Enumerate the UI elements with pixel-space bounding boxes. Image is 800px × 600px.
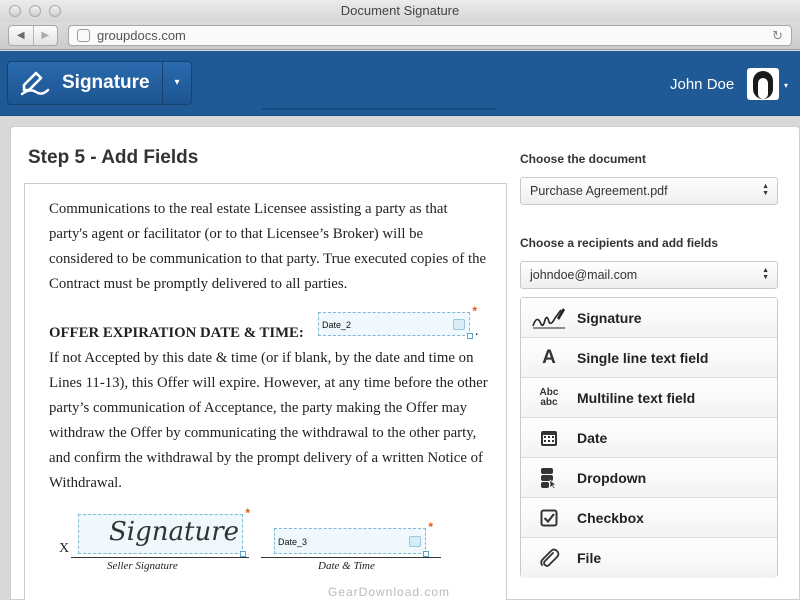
page-title: Step 5 - Add Fields <box>28 147 199 168</box>
site-icon <box>77 29 90 42</box>
calendar-icon <box>521 429 577 447</box>
nav-buttons <box>8 25 58 46</box>
field-type-list <box>520 297 778 577</box>
user-name[interactable]: John Doe <box>670 76 735 93</box>
minimize-window-button[interactable] <box>29 5 41 17</box>
signature-x-mark: X <box>59 541 70 556</box>
field-item-multiline[interactable] <box>521 378 777 418</box>
document-preview <box>24 183 507 600</box>
document-paragraph: Communications to the real estate Licensee assisting a party as that party's agent or facilitator (or to that Licensee’s Broker) will be considered to be communication to that party. True executed copies of the Contract must be promptly delivered to all parties. <box>49 201 487 292</box>
header-divider <box>262 108 496 110</box>
signature-line <box>71 557 249 558</box>
date-field[interactable] <box>274 520 433 554</box>
field-item-date[interactable] <box>521 418 777 458</box>
zoom-window-button[interactable] <box>49 5 61 17</box>
abc-icon-text: Abc abc <box>539 386 559 408</box>
dropdown-icon <box>521 467 577 489</box>
signature-field[interactable] <box>78 506 250 554</box>
choose-recipient-label: Choose a recipients and add fields <box>520 236 719 250</box>
date-line <box>261 557 441 558</box>
document-paragraph <box>49 321 489 496</box>
signature-logo-icon <box>20 70 50 96</box>
field-item-label: Single line text field <box>577 349 709 366</box>
field-item-label: Dropdown <box>577 469 647 486</box>
document-select-value: Purchase Agreement.pdf <box>530 184 668 198</box>
abc-icon <box>521 388 577 408</box>
main-panel <box>10 126 800 600</box>
document-select[interactable] <box>520 177 778 205</box>
brand-button[interactable] <box>8 62 162 104</box>
required-mark: * <box>472 304 477 318</box>
field-item-label: Date <box>577 429 608 446</box>
watermark: GearDownload.com <box>328 585 451 599</box>
checkbox-icon <box>521 509 577 527</box>
user-silhouette-icon <box>747 68 779 100</box>
date-field[interactable] <box>318 304 477 336</box>
required-mark: * <box>245 506 250 520</box>
choose-document-label: Choose the document <box>520 152 647 166</box>
select-arrows-icon: ▲ ▼ <box>762 267 769 281</box>
seller-signature-caption: Seller Signature <box>107 560 178 572</box>
field-item-label: Checkbox <box>577 509 644 526</box>
field-item-checkbox[interactable] <box>521 498 777 538</box>
field-item-label: File <box>577 550 602 566</box>
window-titlebar <box>0 0 800 22</box>
required-mark: * <box>428 520 433 534</box>
field-item-signature[interactable] <box>521 298 777 338</box>
url-text: groupdocs.com <box>97 28 186 43</box>
trailing-period: . <box>475 324 479 339</box>
user-avatar[interactable] <box>747 68 779 100</box>
user-menu-caret[interactable]: ▾ <box>784 81 789 90</box>
field-item-single-line[interactable] <box>521 338 777 378</box>
field-item-dropdown[interactable] <box>521 458 777 498</box>
text-a-icon: A <box>542 346 556 368</box>
close-window-button[interactable] <box>9 5 21 17</box>
browser-toolbar <box>0 22 800 50</box>
calendar-icon <box>453 319 465 330</box>
forward-button[interactable]: ▶ <box>33 26 58 45</box>
offer-text: If not Accepted by this date & time (or if blank, by the date and time on Lines 11-13), this Offer will expire. However, at any time before the other party’s communication of Acceptance, the party making the Offer may withdraw the Offer by communicating the withdrawal to the other party, and confirm the withdrawal by the prompt delivery of a written Notice of Withdrawal. <box>49 350 488 491</box>
date-field-label: Date_3 <box>278 537 308 547</box>
offer-heading: OFFER EXPIRATION DATE & TIME: <box>49 325 304 341</box>
date-time-caption: Date & Time <box>318 560 375 572</box>
brand-dropdown-caret[interactable]: ▾ <box>162 62 191 104</box>
signature-icon <box>521 306 577 330</box>
reload-icon[interactable]: ↻ <box>772 28 783 43</box>
signature-field-label: Signature <box>109 517 240 547</box>
field-item-label: Signature <box>577 309 642 326</box>
calendar-icon <box>409 536 421 547</box>
recipient-select[interactable] <box>520 261 778 289</box>
paperclip-icon <box>521 547 577 569</box>
field-item-label: Multiline text field <box>577 389 696 406</box>
app-brand-menu[interactable] <box>7 61 192 105</box>
date-field-label: Date_2 <box>322 320 352 330</box>
back-button[interactable]: ◀ <box>16 30 25 41</box>
window-title: Document Signature <box>340 3 460 18</box>
brand-label: Signature <box>62 72 150 93</box>
address-bar[interactable] <box>68 25 792 46</box>
resize-handle-icon[interactable] <box>467 333 473 339</box>
field-item-file[interactable] <box>521 538 777 578</box>
recipient-select-value: johndoe@mail.com <box>530 268 638 282</box>
app-header <box>0 51 800 116</box>
select-arrows-icon: ▲ ▼ <box>762 183 769 197</box>
